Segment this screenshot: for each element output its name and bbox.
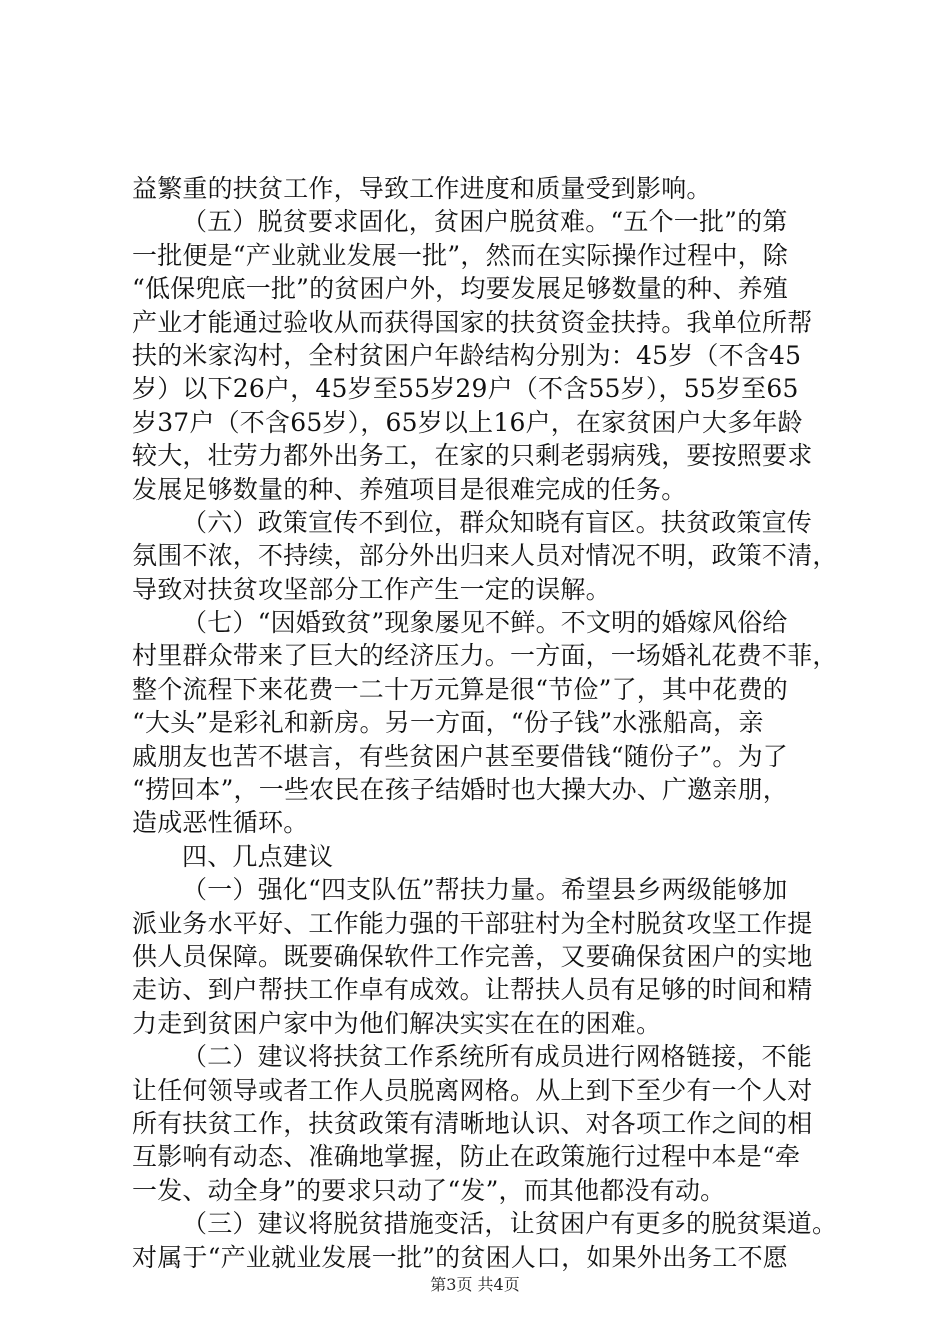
page-footer: 第3页 共4页: [430, 1275, 520, 1294]
text-line: 较大，壮劳力都外出务工，在家的只剩老弱病残，要按照要求: [132, 441, 813, 471]
text-line: 村里群众带来了巨大的经济压力。一方面，一场婚礼花费不菲，: [132, 641, 838, 671]
text-line: （二）建议将扶贫工作系统所有成员进行网格链接，不能: [182, 1042, 813, 1072]
text-line: 导致对扶贫攻坚部分工作产生一定的误解。: [132, 574, 611, 604]
text-line: 力走到贫困户家中为他们解决实实在在的困难。: [132, 1008, 662, 1038]
text-line: 互影响有动态、准确地掌握，防止在政策施行过程中本是“牵: [132, 1142, 801, 1172]
text-line: 产业才能通过验收从而获得国家的扶贫资金扶持。我单位所帮: [132, 307, 813, 337]
text-line: （三）建议将脱贫措施变活，让贫困户有更多的脱贫渠道。: [182, 1209, 838, 1239]
text-line: 一发、动全身”的要求只动了“发”，而其他都没有动。: [132, 1175, 726, 1205]
text-line: 扶的米家沟村，全村贫困户年龄结构分别为：45岁（不含45: [132, 340, 802, 370]
text-line: 整个流程下来花费一二十万元算是很“节俭”了，其中花费的: [132, 674, 788, 704]
text-line: （五）脱贫要求固化，贫困户脱贫难。“五个一批”的第: [182, 207, 788, 237]
text-line: 对属于“产业就业发展一批”的贫困人口，如果外出务工不愿: [132, 1242, 788, 1272]
text-line: “捞回本”，一些农民在孩子结婚时也大操大办、广邀亲朋，: [132, 775, 788, 805]
text-line: 四、几点建议: [182, 841, 334, 871]
text-line: 氛围不浓，不持续，部分外出归来人员对情况不明，政策不清，: [132, 541, 838, 571]
text-line: （一）强化“四支队伍”帮扶力量。希望县乡两级能够加: [182, 875, 788, 905]
text-line: 岁）以下26户，45岁至55岁29户（不含55岁），55岁至65: [132, 374, 799, 404]
text-line: 派业务水平好、工作能力强的干部驻村为全村脱贫攻坚工作提: [132, 908, 813, 938]
text-line: （七）“因婚致贫”现象屡见不鲜。不文明的婚嫁风俗给: [182, 608, 788, 638]
text-line: 岁37户（不含65岁），65岁以上16户，在家贫困户大多年龄: [132, 407, 803, 437]
text-line: 走访、到户帮扶工作卓有成效。让帮扶人员有足够的时间和精: [132, 975, 813, 1005]
text-line: 所有扶贫工作，扶贫政策有清晰地认识、对各项工作之间的相: [132, 1108, 813, 1138]
text-line: 让任何领导或者工作人员脱离网格。从上到下至少有一个人对: [132, 1075, 813, 1105]
text-line: “低保兜底一批”的贫困户外，均要发展足够数量的种、养殖: [132, 274, 788, 304]
text-line: 一批便是“产业就业发展一批”，然而在实际操作过程中，除: [132, 240, 788, 270]
text-line: 益繁重的扶贫工作，导致工作进度和质量受到影响。: [132, 174, 712, 203]
text-line: 供人员保障。既要确保软件工作完善，又要确保贫困户的实地: [132, 941, 813, 971]
text-line: （六）政策宣传不到位，群众知晓有盲区。扶贫政策宣传: [182, 507, 813, 537]
text-line: 戚朋友也苦不堪言，有些贫困户甚至要借钱“随份子”。为了: [132, 741, 788, 771]
text-line: 造成恶性循环。: [132, 808, 309, 838]
document-body: [132, 172, 838, 1274]
text-line: “大头”是彩礼和新房。另一方面，“份子钱”水涨船高，亲: [132, 708, 764, 738]
text-line: 发展足够数量的种、养殖项目是很难完成的任务。: [132, 474, 687, 504]
